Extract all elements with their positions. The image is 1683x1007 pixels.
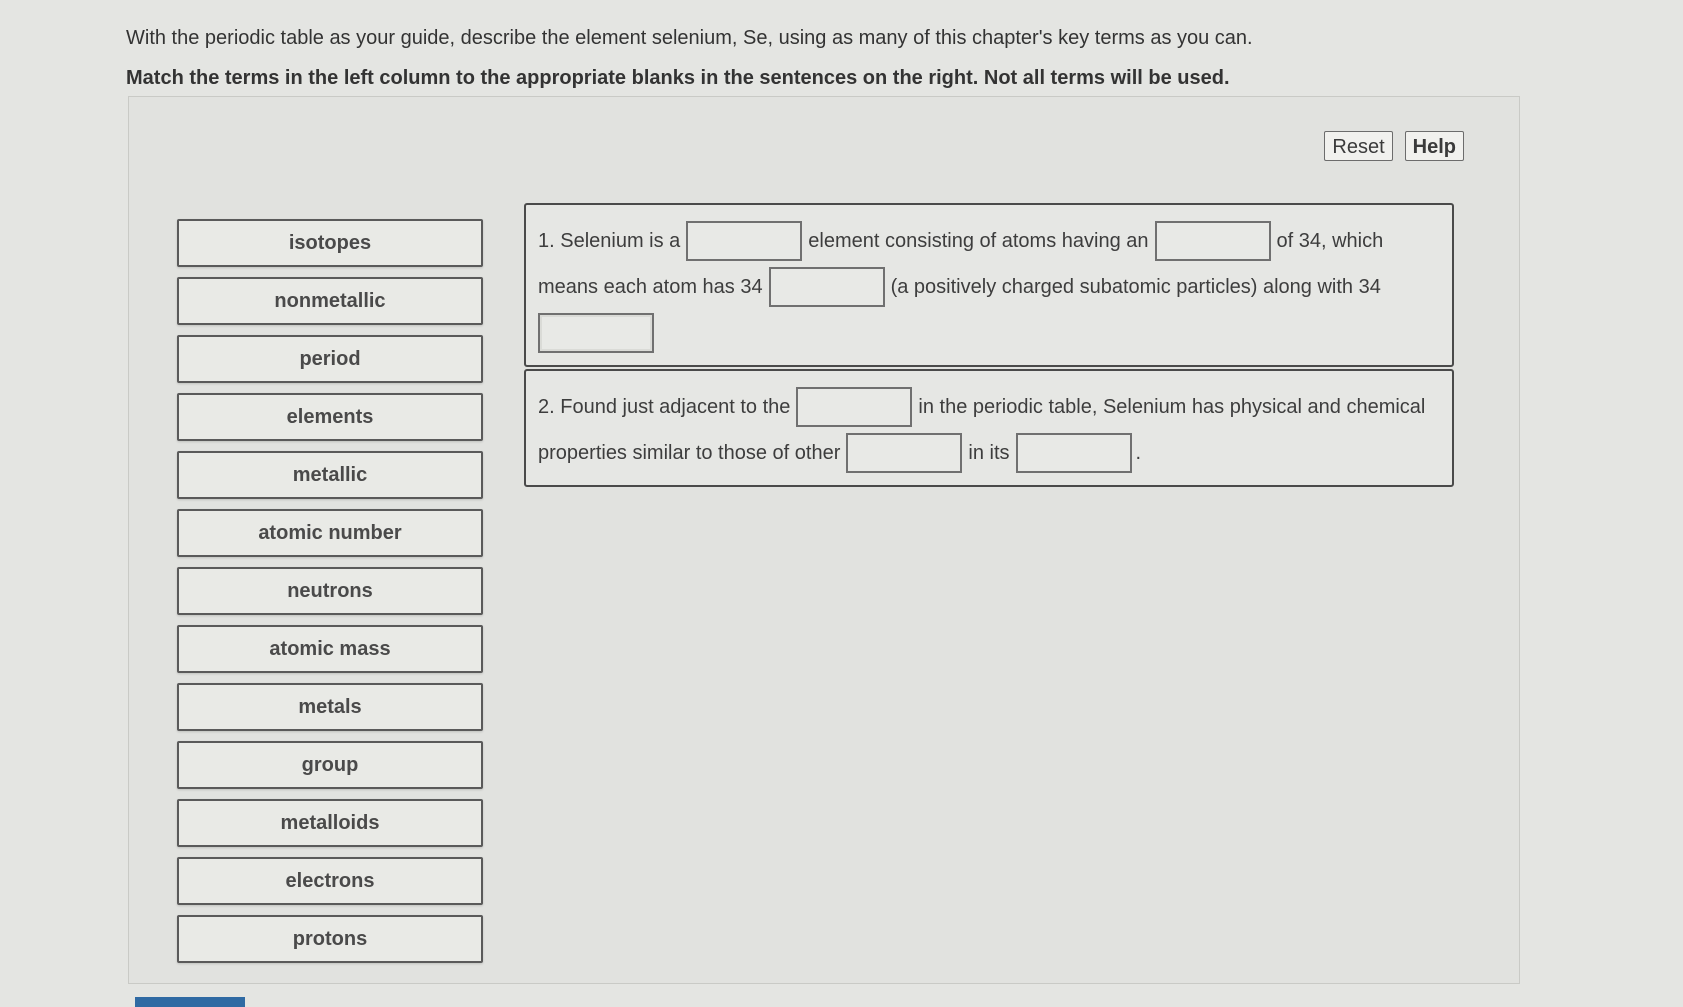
panel-toolbar — [1324, 131, 1464, 161]
question-2-text: in its — [968, 441, 1010, 464]
term-period[interactable]: period — [177, 335, 483, 383]
term-elements[interactable]: elements — [177, 393, 483, 441]
question-1 — [524, 203, 1454, 367]
question-2-text: properties similar to those of other — [538, 441, 841, 464]
term-atomic-mass[interactable]: atomic mass — [177, 625, 483, 673]
question-2-line-1 — [532, 385, 1446, 429]
question-2-line-2 — [532, 431, 1446, 475]
term-protons[interactable]: protons — [177, 915, 483, 963]
term-isotopes[interactable]: isotopes — [177, 219, 483, 267]
term-atomic-number[interactable]: atomic number — [177, 509, 483, 557]
question-1-text: of 34, which — [1276, 229, 1384, 252]
term-neutrons[interactable]: neutrons — [177, 567, 483, 615]
blank-1-element-type[interactable] — [686, 221, 802, 261]
blank-2-location[interactable] — [796, 387, 912, 427]
blank-1-second-particle[interactable] — [538, 313, 654, 353]
blank-1-atomic-property[interactable] — [1155, 221, 1271, 261]
question-1-line-1 — [532, 219, 1446, 263]
question-1-line-3 — [532, 311, 1446, 355]
reset-button[interactable]: Reset — [1324, 131, 1392, 161]
submit-button-edge[interactable] — [135, 997, 245, 1007]
term-electrons[interactable]: electrons — [177, 857, 483, 905]
question-1-text: means each atom has 34 — [538, 275, 763, 298]
matching-instructions: Match the terms in the left column to the appropriate blanks in the sentences on the right. Not all terms will be used. — [126, 67, 1230, 89]
term-bank — [177, 219, 483, 973]
term-metalloids[interactable]: metalloids — [177, 799, 483, 847]
question-2 — [524, 369, 1454, 487]
sentence-period: . — [1135, 441, 1142, 464]
help-button[interactable]: Help — [1405, 131, 1464, 161]
term-metallic[interactable]: metallic — [177, 451, 483, 499]
term-nonmetallic[interactable]: nonmetallic — [177, 277, 483, 325]
blank-2-category[interactable] — [846, 433, 962, 473]
instructions — [126, 26, 1426, 106]
question-2-text: 2. Found just adjacent to the — [538, 395, 791, 418]
question-prompt: With the periodic table as your guide, describe the element selenium, Se, using as many of this chapter's key terms as you can. — [126, 27, 1253, 49]
question-1-text: (a positively charged subatomic particles) along with 34 — [890, 275, 1381, 298]
question-1-text: 1. Selenium is a — [538, 229, 681, 252]
term-metals[interactable]: metals — [177, 683, 483, 731]
term-group[interactable]: group — [177, 741, 483, 789]
question-1-line-2 — [532, 265, 1446, 309]
matching-panel — [128, 96, 1520, 984]
blank-1-particle[interactable] — [769, 267, 885, 307]
question-2-text: in the periodic table, Selenium has physical and chemical — [918, 395, 1426, 418]
question-1-text: element consisting of atoms having an — [808, 229, 1149, 252]
blank-2-table-section[interactable] — [1016, 433, 1132, 473]
